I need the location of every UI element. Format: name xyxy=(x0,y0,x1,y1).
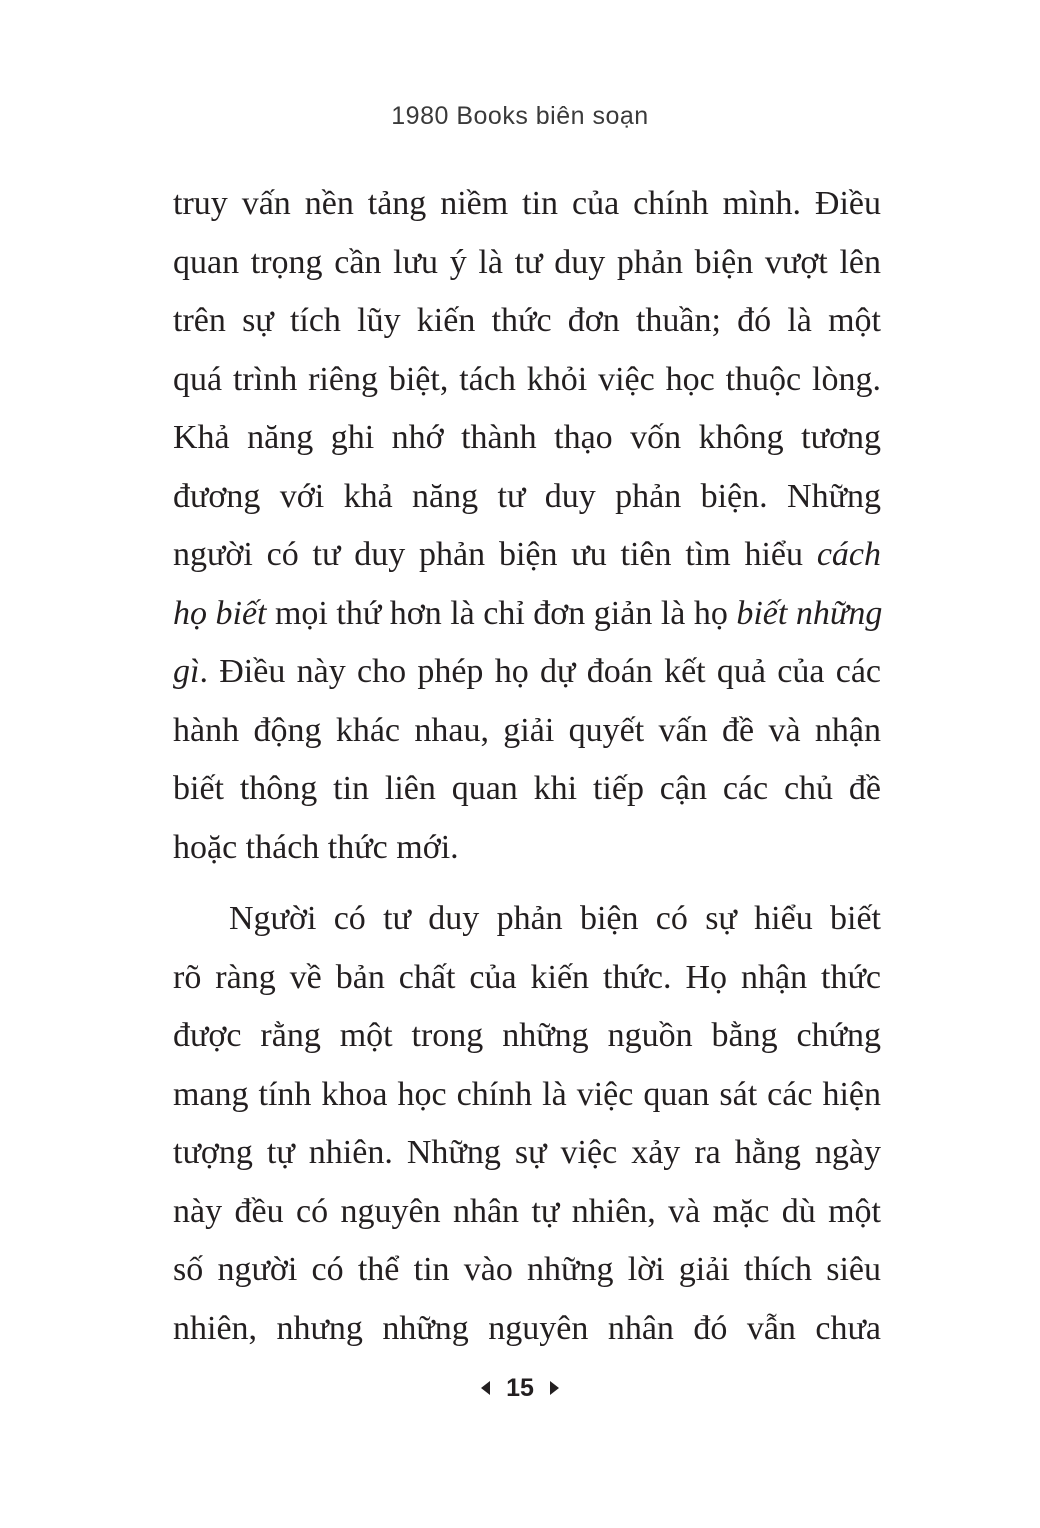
text-line: tượng tự nhiên. Những sự việc xảy ra hằng ngày xyxy=(173,1134,881,1171)
text-line xyxy=(173,526,881,585)
text-line: biết thông tin liên quan khi tiếp cận các chủ đề xyxy=(173,770,881,807)
text-run: mọi thứ hơn là chỉ đơn giản là họ xyxy=(274,594,728,632)
triangle-left-icon xyxy=(481,1381,490,1395)
text-line xyxy=(173,643,881,702)
text-line: rõ ràng về bản chất của kiến thức. Họ nhận thức xyxy=(173,958,881,996)
text-line: trên sự tích lũy kiến thức đơn thuần; đó là một xyxy=(173,302,881,339)
page-number: 15 xyxy=(506,1373,534,1402)
italic-run: gì xyxy=(173,653,200,690)
page-navigator xyxy=(0,1370,1040,1406)
running-header: 1980 Books biên soạn xyxy=(391,102,649,130)
text-run: . Điều này cho phép họ dự đoán kết quả của các xyxy=(199,653,881,690)
text-run: người có tư duy phản biện ưu tiên tìm hiểu xyxy=(173,536,804,573)
text-line: số người có thể tin vào những lời giải thích siêu xyxy=(173,1251,881,1288)
italic-run: cách xyxy=(816,536,882,573)
text-line: nhiên, nhưng những nguyên nhân đó vẫn chưa xyxy=(173,1309,881,1347)
text-line: này đều có nguyên nhân tự nhiên, và mặc dù một xyxy=(173,1192,881,1230)
text-line: được rằng một trong những nguồn bằng chứng xyxy=(173,1017,881,1054)
text-line: quan trọng cần lưu ý là tư duy phản biện vượt lên xyxy=(173,243,881,281)
text-line: đương với khả năng tư duy phản biện. Những xyxy=(173,477,881,515)
italic-run: biết những xyxy=(736,594,883,632)
text-line: mang tính khoa học chính là việc quan sát các hiện xyxy=(173,1075,881,1113)
triangle-right-icon xyxy=(550,1381,559,1395)
text-line: Khả năng ghi nhớ thành thạo vốn không tương xyxy=(173,419,881,456)
text-line: Người có tư duy phản biện có sự hiểu biết xyxy=(229,900,881,937)
italic-run: họ biết xyxy=(173,594,267,632)
text-line: quá trình riêng biệt, tách khỏi việc học thuộc lòng. xyxy=(173,360,881,398)
paragraph-1 xyxy=(173,175,881,877)
text-line: hành động khác nhau, giải quyết vấn đề và nhận xyxy=(173,711,881,749)
text-line: hoặc thách thức mới. xyxy=(173,828,459,866)
text-line: truy vấn nền tảng niềm tin của chính mình. Điều xyxy=(173,185,881,222)
paragraph-2 xyxy=(173,890,881,1358)
text-line xyxy=(173,585,881,644)
